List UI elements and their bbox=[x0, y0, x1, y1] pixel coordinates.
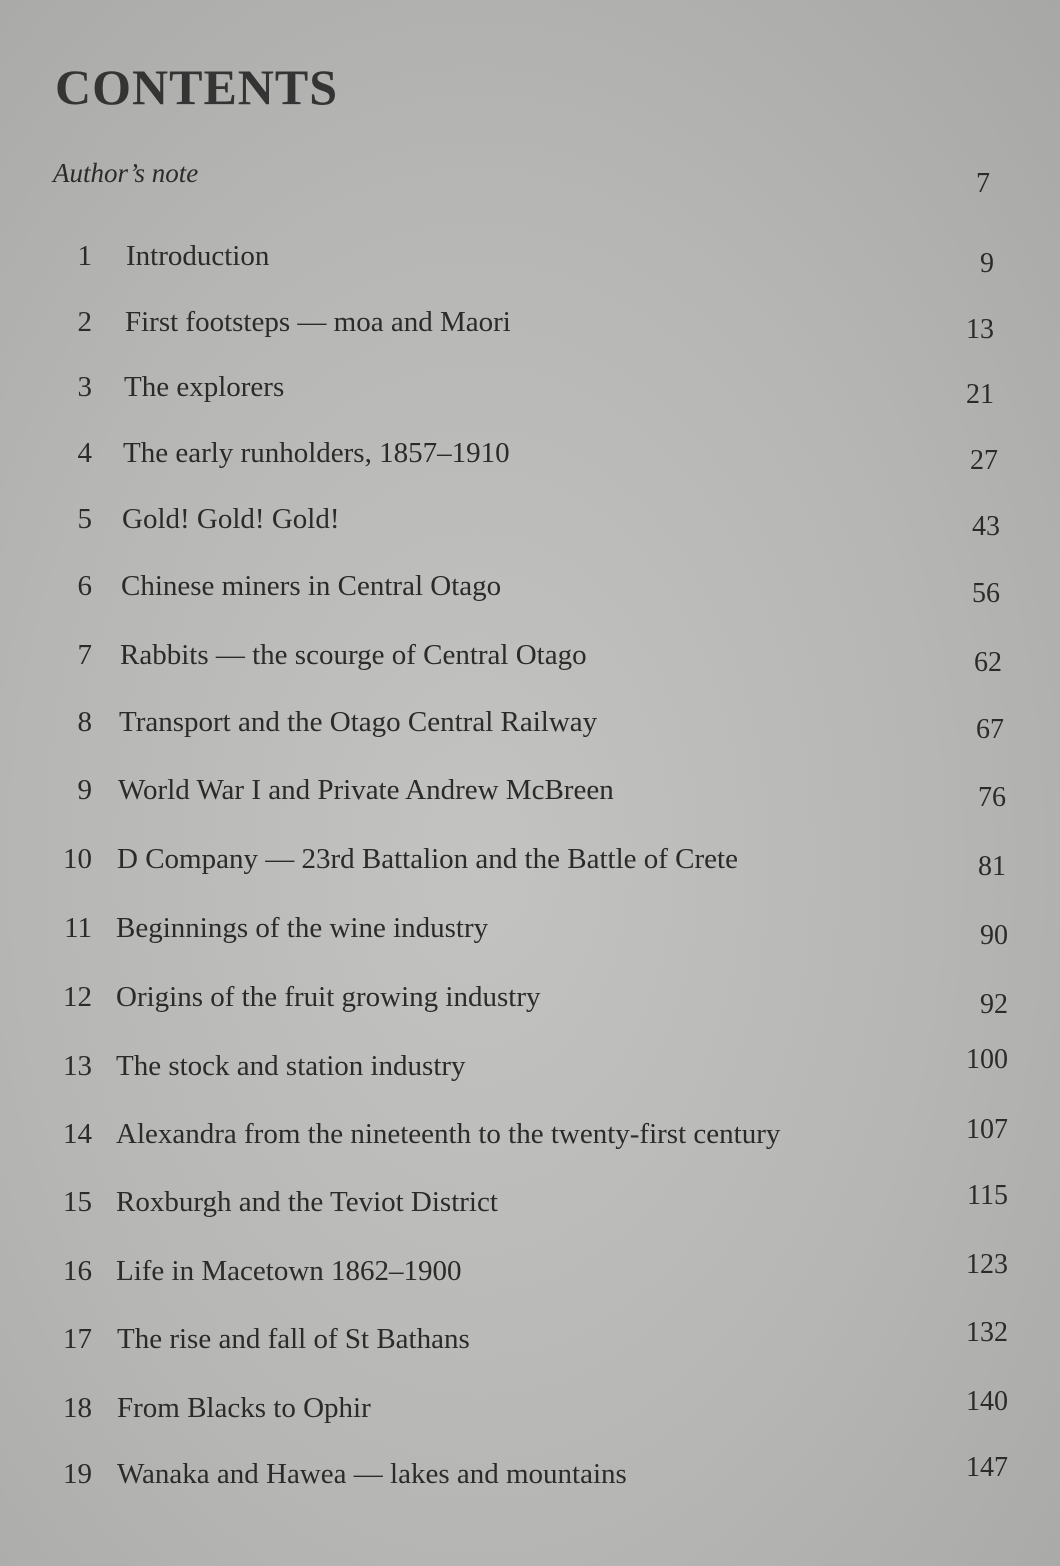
toc-entry-authors-note[interactable] bbox=[0, 158, 1060, 198]
entry-number: 11 bbox=[64, 912, 92, 944]
entry-number: 17 bbox=[63, 1323, 92, 1355]
entry-title: Roxburgh and the Teviot District bbox=[116, 1186, 498, 1218]
toc-entry[interactable] bbox=[0, 570, 1060, 610]
entry-number: 5 bbox=[77, 503, 92, 535]
entry-page-number: 56 bbox=[972, 578, 1000, 609]
entry-title: Transport and the Otago Central Railway bbox=[119, 706, 598, 738]
toc-entry[interactable] bbox=[0, 981, 1060, 1021]
entry-number: 6 bbox=[77, 570, 92, 602]
entry-page-number: 43 bbox=[972, 511, 1000, 542]
entry-number: 16 bbox=[63, 1255, 92, 1287]
entry-number: 14 bbox=[63, 1118, 92, 1150]
entry-title: The stock and station industry bbox=[116, 1050, 466, 1082]
entry-number: 13 bbox=[63, 1050, 92, 1082]
entry-page-number: 115 bbox=[967, 1180, 1008, 1211]
toc-entry[interactable] bbox=[0, 1180, 1060, 1226]
entry-number: 19 bbox=[63, 1458, 92, 1490]
entry-title: Introduction bbox=[126, 240, 270, 272]
toc-entry[interactable] bbox=[0, 706, 1060, 746]
toc-entry[interactable] bbox=[0, 240, 1060, 280]
entry-title: Beginnings of the wine industry bbox=[116, 912, 489, 944]
entry-title: From Blacks to Ophir bbox=[117, 1392, 371, 1424]
entry-title: Chinese miners in Central Otago bbox=[121, 570, 502, 602]
toc-entry[interactable] bbox=[0, 912, 1060, 952]
entry-title: Origins of the fruit growing industry bbox=[116, 981, 541, 1013]
toc-entry[interactable] bbox=[0, 306, 1060, 346]
entry-number: 4 bbox=[77, 437, 92, 469]
entry-number: 7 bbox=[77, 639, 92, 671]
toc-entry[interactable] bbox=[0, 843, 1060, 883]
entry-page-number: 92 bbox=[980, 989, 1008, 1020]
entry-title: The rise and fall of St Bathans bbox=[117, 1323, 470, 1355]
entry-page-number: 123 bbox=[966, 1249, 1008, 1280]
entry-page-number: 62 bbox=[974, 647, 1002, 678]
toc-entry[interactable] bbox=[0, 1452, 1060, 1498]
entry-page-number: 13 bbox=[966, 314, 994, 345]
entry-page-number: 107 bbox=[966, 1114, 1008, 1145]
entry-number: 2 bbox=[77, 306, 92, 338]
entry-title: The early runholders, 1857–1910 bbox=[123, 437, 510, 469]
entry-title: Gold! Gold! Gold! bbox=[122, 503, 340, 535]
entry-number: 1 bbox=[77, 240, 92, 272]
toc-entry[interactable] bbox=[0, 1317, 1060, 1363]
entry-number: 12 bbox=[63, 981, 92, 1013]
entry-number: 10 bbox=[63, 843, 92, 875]
toc-entry[interactable] bbox=[0, 1114, 1060, 1158]
entry-title: Life in Macetown 1862–1900 bbox=[116, 1255, 462, 1287]
entry-page-number: 140 bbox=[966, 1386, 1008, 1417]
entry-page-number: 21 bbox=[966, 379, 994, 410]
entry-page-number: 67 bbox=[976, 714, 1004, 745]
toc-entry[interactable] bbox=[0, 639, 1060, 679]
entry-title: Author’s note bbox=[53, 158, 199, 188]
entry-number: 8 bbox=[77, 706, 92, 738]
entry-page-number: 90 bbox=[980, 920, 1008, 951]
toc-entry[interactable] bbox=[0, 503, 1060, 543]
entry-title: D Company — 23rd Battalion and the Battle of Crete bbox=[117, 843, 738, 875]
entry-title: Alexandra from the nineteenth to the twenty-first century bbox=[116, 1118, 781, 1150]
toc-entry[interactable] bbox=[0, 371, 1060, 411]
entry-page-number: 76 bbox=[978, 782, 1006, 813]
entry-page-number: 81 bbox=[978, 851, 1006, 882]
entry-page-number: 9 bbox=[980, 248, 994, 279]
toc-entry[interactable] bbox=[0, 774, 1060, 814]
toc-entry[interactable] bbox=[0, 1386, 1060, 1432]
entry-title: First footsteps — moa and Maori bbox=[125, 306, 511, 338]
toc-entry[interactable] bbox=[0, 1044, 1060, 1090]
entry-number: 3 bbox=[77, 371, 92, 403]
entry-page-number: 27 bbox=[970, 445, 998, 476]
page-title: CONTENTS bbox=[55, 58, 339, 115]
entry-title: Rabbits — the scourge of Central Otago bbox=[120, 639, 587, 671]
entry-number: 18 bbox=[63, 1392, 92, 1424]
toc-entry[interactable] bbox=[0, 437, 1060, 477]
entry-number: 9 bbox=[77, 774, 92, 806]
entry-page-number: 100 bbox=[966, 1044, 1008, 1075]
entry-title: The explorers bbox=[124, 371, 285, 403]
entry-page-number: 147 bbox=[966, 1452, 1008, 1483]
entry-page-number: 132 bbox=[966, 1317, 1008, 1348]
entry-title: World War I and Private Andrew McBreen bbox=[118, 774, 614, 806]
entry-page-number: 7 bbox=[976, 168, 990, 199]
entry-title: Wanaka and Hawea — lakes and mountains bbox=[117, 1458, 627, 1490]
toc-entry[interactable] bbox=[0, 1249, 1060, 1295]
entry-number: 15 bbox=[63, 1186, 92, 1218]
